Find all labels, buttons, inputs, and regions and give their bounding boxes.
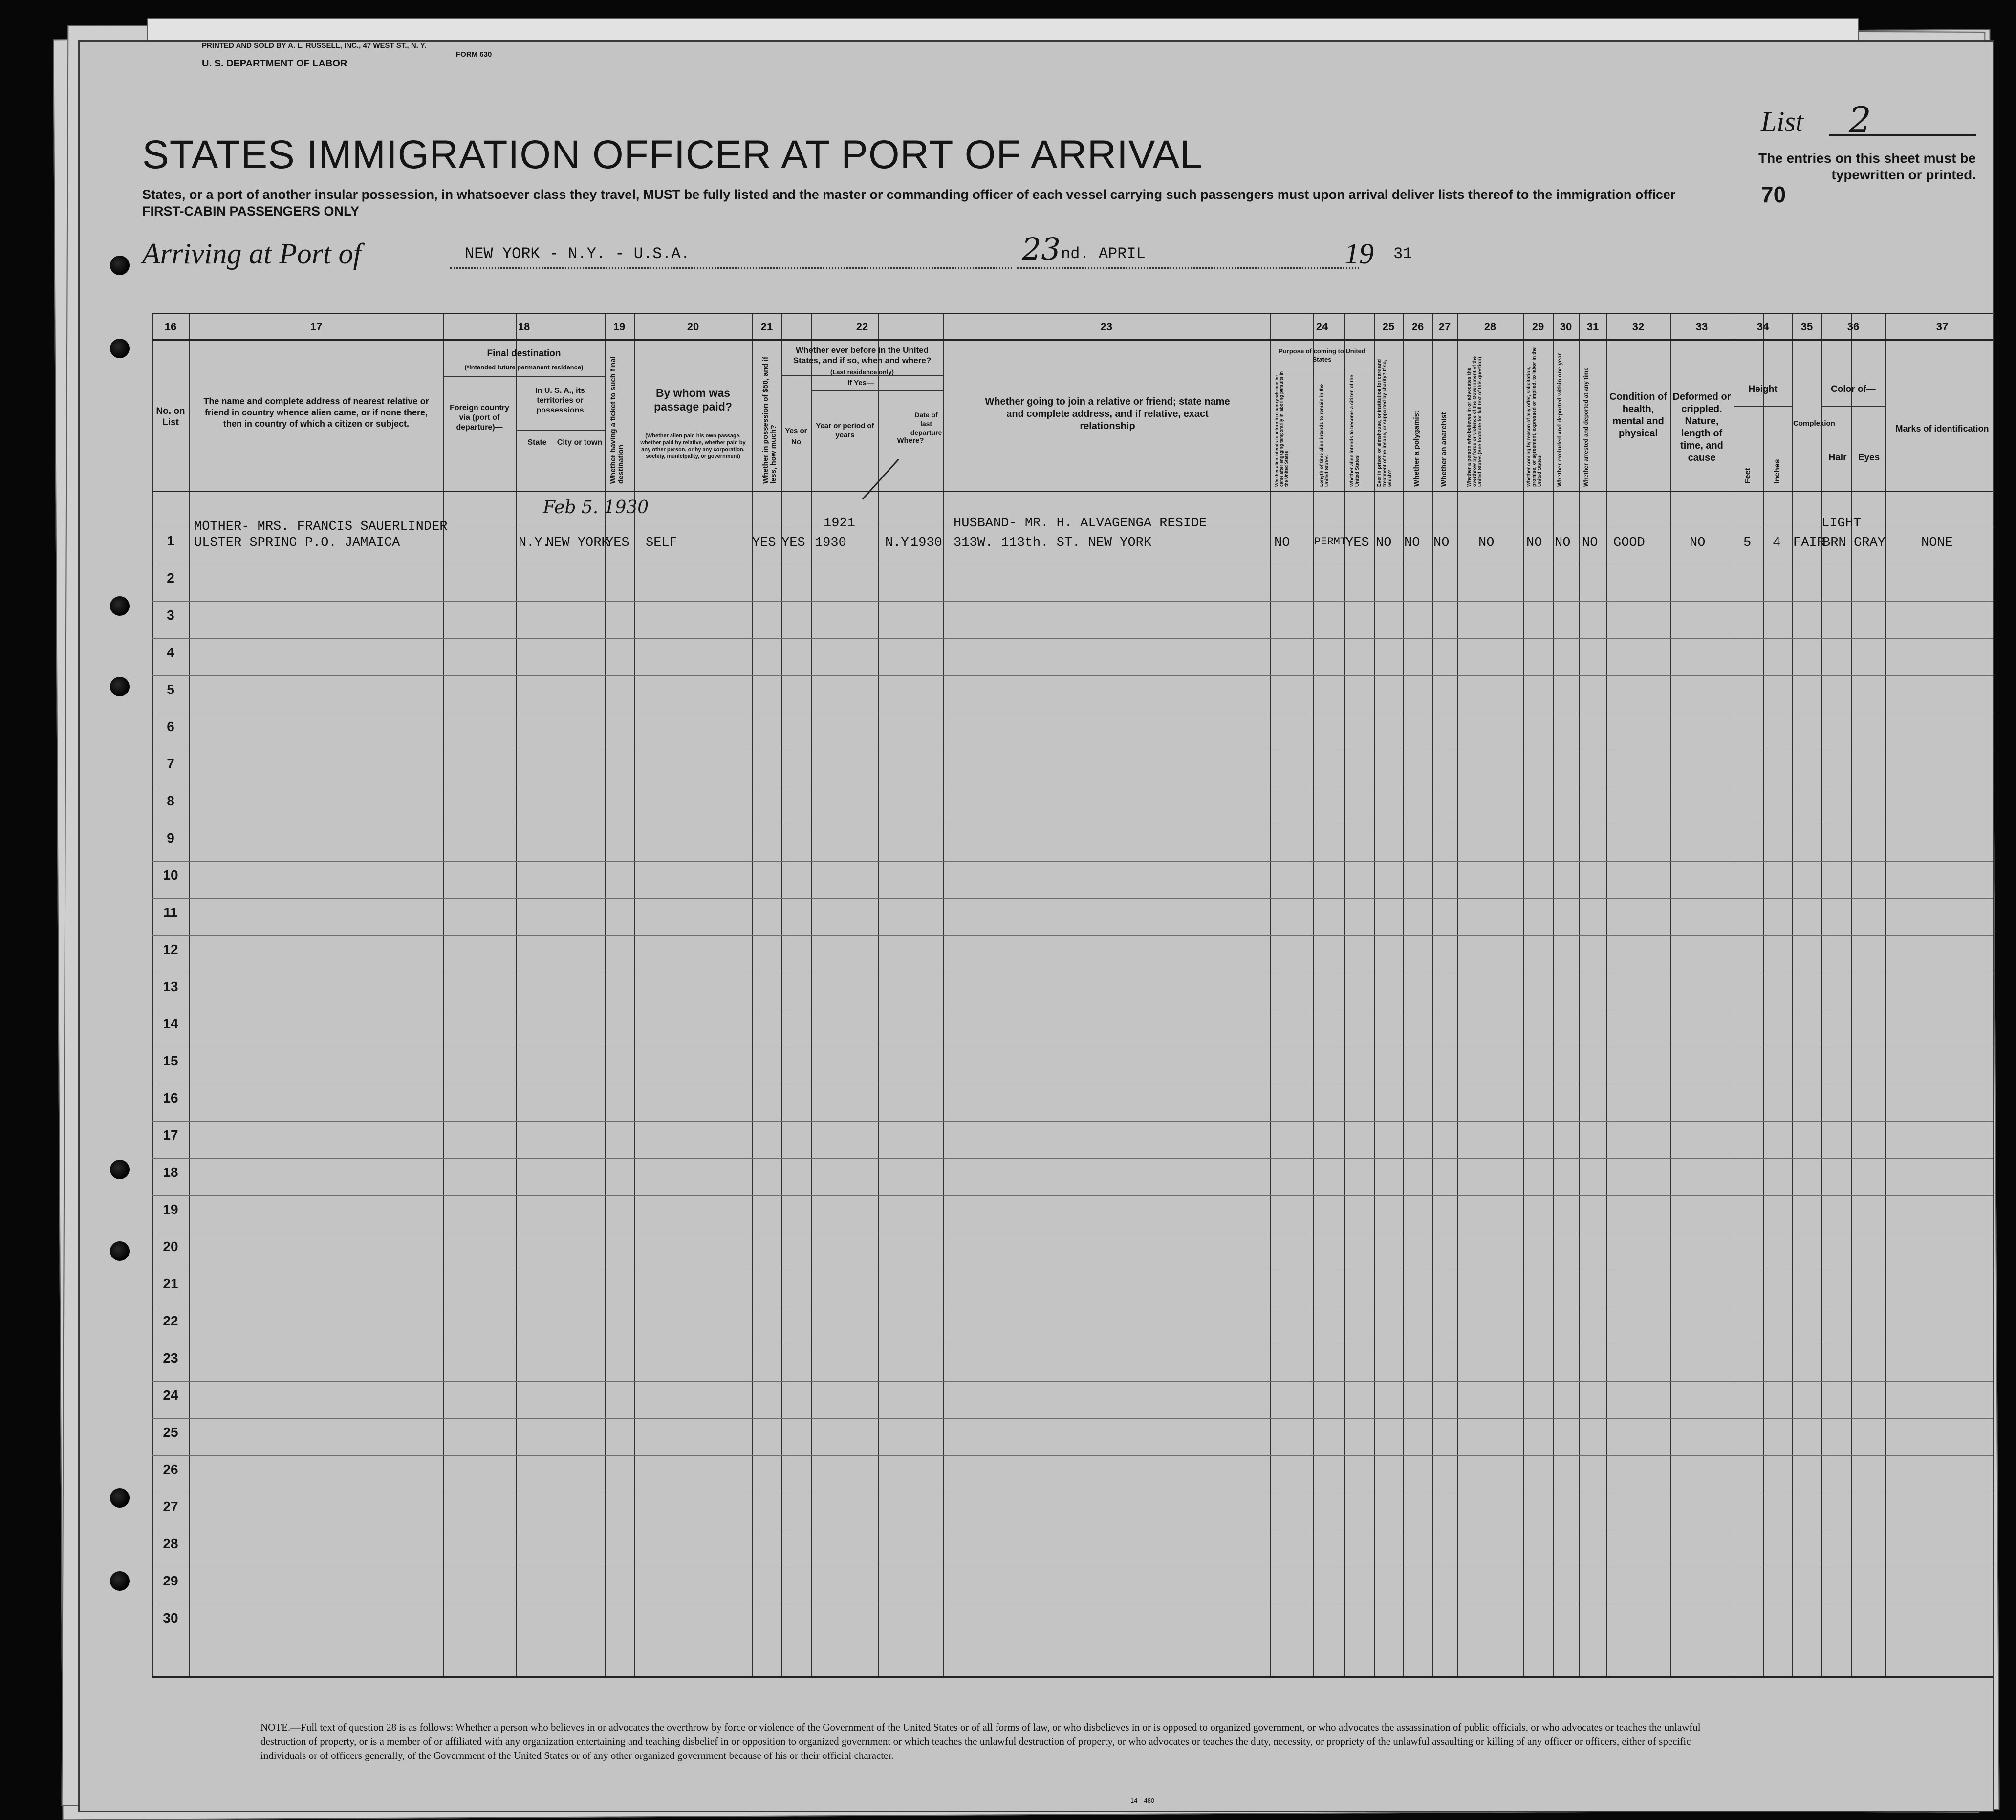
- header-top-rule: [152, 313, 1994, 314]
- header-color-of: Color of—: [1831, 384, 1876, 394]
- fifty-dollars-value: YES: [752, 536, 776, 550]
- header-if-yes: If Yes—: [847, 379, 874, 387]
- joining-line2: 313W. 113th. ST. NEW YORK: [954, 536, 1152, 550]
- column-number-26: 26: [1411, 321, 1424, 333]
- handwritten-date: Feb 5. 1930: [543, 498, 649, 518]
- column-number-30: 30: [1560, 321, 1572, 333]
- column-rule: [752, 313, 753, 1676]
- column-number-35: 35: [1800, 321, 1813, 333]
- date-departure-value: 1930: [910, 536, 942, 550]
- ticket-value: YES: [606, 536, 629, 550]
- header-city-or-town: City or town: [557, 438, 603, 447]
- row-number-30: 30: [163, 1610, 178, 1625]
- health-value: GOOD: [1613, 536, 1645, 550]
- purpose-length-value: PERMT.: [1314, 536, 1353, 548]
- header-prison: Ever in prison or almshouse, or institution for care and treatment of the insane, or supported by charity? If so, which?: [1377, 359, 1393, 487]
- row-number-23: 23: [163, 1350, 178, 1365]
- column-rule: [1763, 313, 1764, 1676]
- binder-hole: [110, 1241, 130, 1261]
- header-state: State: [527, 438, 547, 447]
- binder-hole: [110, 1571, 130, 1591]
- row-number-9: 9: [167, 830, 174, 845]
- header-offer-labor: Whether coming by reason of any offer, solicitation, promise, or agreement, expressed or implied, to labor in the United States: [1526, 347, 1542, 487]
- column-number-17: 17: [310, 321, 323, 333]
- relative-line1: MOTHER- MRS. FRANCIS SAUERLINDER: [194, 520, 448, 534]
- column-rule: [811, 313, 812, 1676]
- row-rule: [152, 1195, 1994, 1196]
- header-excluded: Whether excluded and deported within one year: [1556, 353, 1563, 487]
- column-number-34: 34: [1756, 321, 1769, 333]
- header-ever-before: Whether ever before in the United States, and if so, when and where?: [793, 346, 932, 365]
- purpose-citizen-value: YES: [1345, 536, 1369, 550]
- header-eyes: Eyes: [1858, 453, 1880, 463]
- row-number-12: 12: [163, 942, 178, 957]
- table-bottom-rule: [152, 1676, 1994, 1678]
- arrested-value: NO: [1582, 536, 1598, 550]
- where-value: N.Y.: [885, 536, 917, 550]
- column-rule: [1432, 313, 1433, 1676]
- row-number-29: 29: [163, 1573, 178, 1588]
- row-number-5: 5: [167, 682, 174, 697]
- binder-hole: [110, 339, 130, 358]
- row-number-22: 22: [163, 1313, 178, 1328]
- column-number-18: 18: [518, 321, 530, 333]
- header-no-on-list: No. on List: [156, 406, 185, 428]
- column-number-25: 25: [1382, 321, 1395, 333]
- header-year-or-period: Year or period of years: [816, 422, 874, 439]
- row-rule: [152, 861, 1994, 862]
- column-number-23: 23: [1100, 321, 1113, 333]
- destination-state: N.Y.: [519, 536, 550, 550]
- joining-line1: HUSBAND- MR. H. ALVAGENGA RESIDE: [954, 516, 1207, 531]
- header-ticket: Whether having a ticket to such final destination: [609, 356, 625, 484]
- row-number-2: 2: [167, 570, 174, 585]
- column-number-20: 20: [687, 321, 699, 333]
- binder-hole: [110, 1160, 130, 1179]
- column-number-31: 31: [1586, 321, 1599, 333]
- offer-labor-value: NO: [1526, 536, 1542, 550]
- column-rule: [1457, 313, 1458, 1676]
- column-rule: [152, 313, 153, 1676]
- row-number-17: 17: [163, 1127, 178, 1143]
- printer-imprint-line3: U. S. DEPARTMENT OF LABOR: [202, 58, 347, 69]
- header-height: Height: [1748, 384, 1778, 394]
- header-number-rule: [152, 339, 1994, 341]
- column-rule: [781, 313, 782, 1676]
- column-number-16: 16: [164, 321, 177, 333]
- row-rule: [152, 1418, 1994, 1419]
- row-rule: [152, 1455, 1994, 1456]
- arrival-day: 23: [1022, 231, 1061, 267]
- column-number-21: 21: [760, 321, 773, 333]
- header-yes-or-no: Yes or No: [785, 427, 807, 446]
- header-feet: Feet: [1744, 468, 1752, 484]
- binder-hole: [110, 677, 130, 696]
- list-label: List: [1761, 106, 1804, 137]
- header-overthrow: Whether a person who believes in or advocates the overthrow by force or violence of the Government of the United States (See footnote for full text of this question): [1467, 356, 1483, 487]
- header-by-whom-paid: By whom was passage paid?: [654, 387, 732, 413]
- row-number-8: 8: [167, 793, 174, 808]
- column-number-33: 33: [1695, 321, 1708, 333]
- header-purpose: Purpose of coming to United States: [1279, 347, 1366, 363]
- header-marks-identification: Marks of identification: [1895, 424, 1989, 433]
- printer-imprint: [202, 42, 492, 68]
- row-rule: [152, 1381, 1994, 1382]
- column-rule: [1606, 313, 1607, 1676]
- ever-before-value: YES: [781, 536, 805, 550]
- binder-hole: [110, 1488, 130, 1508]
- header-sub-rule: [516, 430, 605, 431]
- prison-value: NO: [1376, 536, 1392, 550]
- form-title: STATES IMMIGRATION OFFICER AT PORT OF ARRIVAL: [142, 132, 1203, 177]
- header-nearest-relative: The name and complete address of nearest relative or friend in country whence alien came, or if none there, then in country of which a citizen or subject.: [203, 396, 429, 429]
- row-number-13: 13: [163, 979, 178, 994]
- years-value-2: 1930: [815, 536, 846, 550]
- header-where: Where?: [897, 436, 924, 445]
- row-number-1: 1: [167, 533, 174, 548]
- arrival-year: 31: [1393, 245, 1412, 263]
- row-number-16: 16: [163, 1090, 178, 1105]
- row-number-10: 10: [163, 867, 178, 883]
- header-sub-rule: [1734, 406, 1792, 407]
- list-underline: [1829, 134, 1976, 136]
- header-sub-rule: [781, 375, 943, 376]
- instructions-text: States, or a port of another insular possession, in whatsoever class they travel, MUST be fully listed and the master or commanding officer of each vessel carrying such passengers must upon arrival deliver lists thereof to the immigration officer: [142, 187, 1676, 202]
- row-number-15: 15: [163, 1053, 178, 1068]
- row-number-19: 19: [163, 1202, 178, 1217]
- column-rule: [1374, 313, 1375, 1676]
- overthrow-value: NO: [1478, 536, 1495, 550]
- row-number-25: 25: [163, 1425, 178, 1440]
- form-code: 14—480: [1130, 1797, 1155, 1804]
- excluded-value: NO: [1555, 536, 1571, 550]
- row-number-27: 27: [163, 1499, 178, 1514]
- header-inches: Inches: [1773, 459, 1781, 484]
- header-sub-rule: [443, 376, 605, 377]
- header-condition-health: Condition of health, mental and physical: [1609, 391, 1667, 439]
- column-rule: [516, 313, 517, 1676]
- passage-paid-value: SELF: [646, 536, 677, 550]
- date-underline: [1017, 267, 1359, 269]
- header-purpose-length: Length of time alien intends to remain in the United States: [1319, 384, 1330, 487]
- row-number-24: 24: [163, 1387, 178, 1403]
- row-rule: [152, 675, 1994, 676]
- row-rule: [152, 601, 1994, 602]
- row-rule: [152, 1158, 1994, 1159]
- complexion-value: FAIR: [1793, 536, 1825, 550]
- header-polygamist: Whether a polygamist: [1412, 411, 1421, 487]
- row-number-11: 11: [163, 905, 178, 920]
- arrival-date: nd. APRIL: [1061, 245, 1146, 263]
- column-number-32: 32: [1632, 321, 1645, 333]
- arrival-line: [142, 231, 1560, 281]
- column-number-29: 29: [1532, 321, 1544, 333]
- column-number-22: 22: [856, 321, 868, 333]
- typewritten-note: The entries on this sheet must be typewritten or printed.: [1758, 151, 1976, 182]
- binder-hole: [110, 256, 130, 275]
- year-prefix: 19: [1344, 238, 1374, 270]
- anarchist-value: NO: [1433, 536, 1450, 550]
- eyes-value: GRAY: [1854, 536, 1886, 550]
- row-number-26: 26: [163, 1462, 178, 1477]
- header-sub-rule: [1821, 406, 1885, 407]
- column-rule: [443, 313, 444, 1676]
- relative-line2: ULSTER SPRING P.O. JAMAICA: [194, 536, 400, 550]
- header-anarchist: Whether an anarchist: [1440, 412, 1448, 487]
- arriving-label: Arriving at Port of: [142, 238, 362, 270]
- header-hair: Hair: [1828, 453, 1847, 463]
- row-number-20: 20: [163, 1239, 178, 1254]
- list-number: 2: [1849, 99, 1871, 140]
- pen-check-mark: [862, 459, 899, 500]
- row-number-14: 14: [163, 1016, 178, 1031]
- header-sub-rule: [811, 390, 943, 391]
- column-rule: [189, 313, 190, 1676]
- column-rule: [1670, 313, 1671, 1676]
- sheet-number: 70: [1761, 182, 1786, 207]
- header-bottom-rule: [152, 491, 1994, 492]
- column-rule: [878, 313, 879, 1676]
- row-number-28: 28: [163, 1536, 178, 1551]
- header-last-residence: (Last residence only): [830, 368, 894, 376]
- years-value-1: 1921: [824, 516, 855, 531]
- hair-value-line2: BRN: [1822, 536, 1846, 550]
- binder-hole: [110, 596, 130, 616]
- header-arrested: Whether arrested and deported at any time: [1582, 367, 1589, 487]
- row-number-3: 3: [167, 607, 174, 623]
- height-feet-value: 5: [1743, 536, 1752, 550]
- header-foreign-country: Foreign country via (port of departure)—: [450, 404, 509, 432]
- manifest-table: [152, 313, 1994, 1676]
- printer-imprint-line2: FORM 630: [456, 50, 492, 59]
- row-number-4: 4: [167, 645, 174, 660]
- destination-city: NEW YORK: [546, 536, 609, 550]
- column-rule: [1344, 313, 1345, 1676]
- row-rule: [152, 638, 1994, 639]
- height-inches-value: 4: [1773, 536, 1781, 550]
- polygamist-value: NO: [1404, 536, 1420, 550]
- header-fifty-dollars: Whether in possession of $50, and if less, how much?: [761, 356, 778, 484]
- header-in-usa: In U. S. A., its territories or possessions: [535, 387, 585, 414]
- header-going-to-join: Whether going to join a relative or friend; state name and complete address, and if relative, exact relationship: [985, 396, 1230, 432]
- row-number-21: 21: [163, 1276, 178, 1291]
- row-number-18: 18: [163, 1165, 178, 1180]
- column-rule: [1792, 313, 1793, 1676]
- header-complexion: Complexion: [1793, 419, 1835, 428]
- marks-value: NONE: [1921, 536, 1953, 550]
- port-value: NEW YORK - N.Y. - U.S.A.: [465, 245, 690, 263]
- form-instructions: [142, 186, 1755, 219]
- header-final-destination: Final destination: [487, 348, 561, 359]
- column-rule: [1403, 313, 1404, 1676]
- header-by-whom-paid-note: (Whether alien paid his own passage, whether paid by relative, whether paid by any other person, or by any corporation, society, municipality, or government): [640, 433, 746, 459]
- purpose-return-value: NO: [1274, 536, 1290, 550]
- row-rule: [152, 1121, 1994, 1122]
- column-number-37: 37: [1936, 321, 1949, 333]
- column-rule: [1270, 313, 1271, 1676]
- column-number-28: 28: [1484, 321, 1496, 333]
- column-number-36: 36: [1847, 321, 1860, 333]
- column-rule: [1553, 313, 1554, 1676]
- column-rule: [1523, 313, 1524, 1676]
- column-rule: [943, 313, 944, 1676]
- column-number-27: 27: [1438, 321, 1451, 333]
- header-final-destination-note: (*Intended future permanent residence): [464, 364, 584, 371]
- header-purpose-return: Whether alien intends to return to country whence he came after engaging temporarily in laboring pursuits in the United States: [1274, 371, 1289, 487]
- row-rule: [152, 898, 1994, 899]
- manifest-page: [78, 40, 1994, 1812]
- header-deformed: Deformed or crippled. Nature, length of time, and cause: [1672, 391, 1731, 463]
- column-number-24: 24: [1316, 321, 1328, 333]
- header-purpose-citizen: Whether alien intends to become a citizen of the United States: [1349, 375, 1360, 487]
- deformed-value: NO: [1690, 536, 1706, 550]
- port-underline: [450, 267, 1012, 269]
- column-rule: [1313, 313, 1314, 1676]
- column-rule: [1885, 313, 1886, 1676]
- hair-value-line1: LIGHT: [1821, 516, 1862, 531]
- passenger-class-line: FIRST-CABIN PASSENGERS ONLY: [142, 204, 360, 218]
- column-rule: [1579, 313, 1580, 1676]
- row-number-7: 7: [167, 756, 174, 771]
- row-number-6: 6: [167, 719, 174, 734]
- column-number-19: 19: [613, 321, 626, 333]
- header-date-last-departure: Date of last departure: [910, 411, 942, 436]
- footnote: NOTE.—Full text of question 28 is as follows: Whether a person who believes in or advocates the overthrow by force or violence of the Government of the United States or of all forms of law, or who disbelieves in or is opposed to organized government, or who advocates the assassination of public officials, or who advocates or teaches the unlawful destruction of property, or is a member of or affiliated with any organization entertaining and teaching disbelief in or opposition to organized government or which teaches the unlawful destruction of property, or who advocates or teaches the duty, necessity, or propriety of the unlawful assaulting or killing of any officer or officers, either of specific individuals or of officers generally, of the Government of the United States or of any other organized government because of his or their official character.: [260, 1721, 1701, 1761]
- printer-imprint-line1: PRINTED AND SOLD BY A. L. RUSSELL, INC., 47 WEST ST., N. Y.: [202, 42, 427, 50]
- row-rule: [152, 935, 1994, 936]
